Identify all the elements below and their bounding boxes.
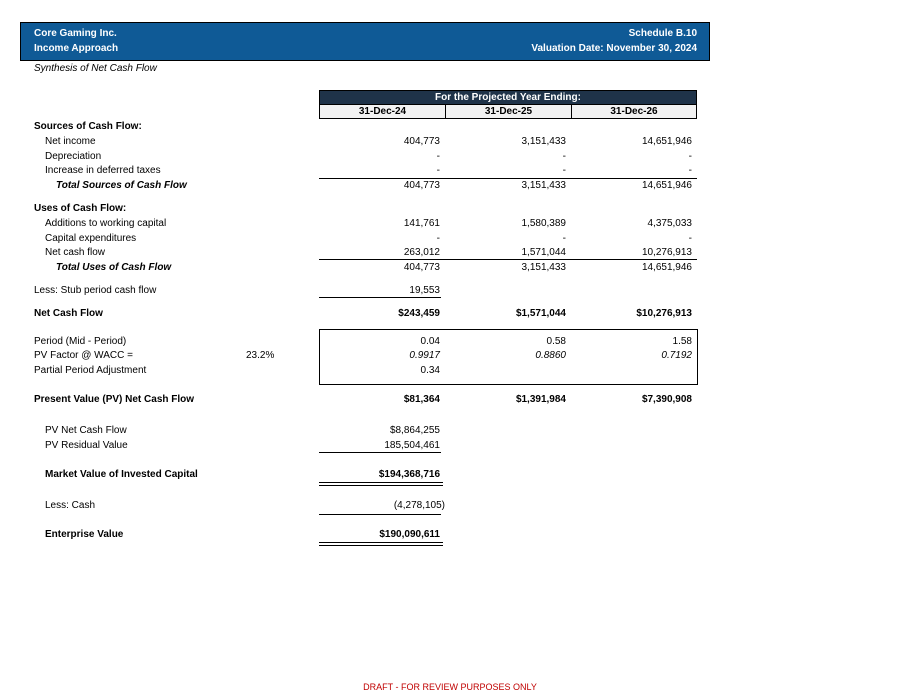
pv-ncf-label: PV Net Cash Flow	[45, 425, 127, 436]
mvic-label: Market Value of Invested Capital	[45, 469, 198, 480]
net-cash-flow-value: $10,276,913	[636, 308, 692, 319]
row-value: 1,571,044	[521, 247, 566, 258]
row-value: -	[436, 151, 440, 162]
pv-factor-value: 0.7192	[661, 350, 692, 361]
column-year-1: 31-Dec-24	[320, 104, 446, 118]
row-value: 3,151,433	[521, 136, 566, 147]
ev-double-rule-bottom	[319, 545, 443, 546]
column-header	[319, 90, 697, 119]
row-value: 14,651,946	[641, 136, 692, 147]
pv-net-cash-flow-value: $81,364	[403, 394, 440, 405]
subtotal-rule	[319, 178, 697, 179]
pv-factor-value: 0.9917	[409, 350, 440, 361]
row-label: Capital expenditures	[45, 233, 137, 244]
row-label: Net cash flow	[45, 247, 106, 258]
sources-heading: Sources of Cash Flow:	[34, 121, 142, 132]
total-sources-value: 404,773	[403, 180, 440, 191]
row-value: 1,580,389	[521, 218, 566, 229]
pv-factor-label: PV Factor @ WACC =	[34, 350, 133, 361]
row-value: 4,375,033	[647, 218, 692, 229]
row-value: 263,012	[403, 247, 440, 258]
total-sources-value: 14,651,946	[641, 180, 692, 191]
pv-net-cash-flow-value: $1,391,984	[515, 394, 566, 405]
approach-title: Income Approach	[34, 43, 119, 54]
row-value: -	[688, 151, 692, 162]
column-year-3: 31-Dec-26	[572, 104, 696, 118]
row-value: 404,773	[403, 136, 440, 147]
stub-rule	[319, 297, 441, 298]
pv-net-cash-flow-value: $7,390,908	[641, 394, 692, 405]
mvic-double-rule-bottom	[319, 485, 443, 486]
page-subtitle: Synthesis of Net Cash Flow	[34, 63, 157, 74]
partial-period-label: Partial Period Adjustment	[34, 365, 147, 376]
draft-footer: DRAFT - FOR REVIEW PURPOSES ONLY	[363, 682, 537, 692]
row-value: -	[436, 233, 440, 244]
wacc-value: 23.2%	[246, 350, 275, 361]
row-label: Net income	[45, 136, 96, 147]
column-header-title: For the Projected Year Ending:	[320, 91, 696, 104]
total-uses-value: 14,651,946	[641, 262, 692, 273]
subtotal-rule	[319, 259, 697, 260]
header-banner	[20, 22, 710, 61]
enterprise-value-label: Enterprise Value	[45, 529, 124, 540]
partial-period-value: 0.34	[420, 365, 440, 376]
row-value: -	[562, 233, 566, 244]
schedule-label: Schedule B.10	[628, 28, 697, 39]
row-value: -	[688, 165, 692, 176]
pv-residual-value: 185,504,461	[384, 440, 440, 451]
stub-label: Less: Stub period cash flow	[34, 285, 157, 296]
mvic-double-rule-top	[319, 482, 443, 483]
total-uses-label: Total Uses of Cash Flow	[56, 262, 172, 273]
uses-heading: Uses of Cash Flow:	[34, 203, 127, 214]
pv-residual-label: PV Residual Value	[45, 440, 128, 451]
row-value: 10,276,913	[641, 247, 692, 258]
total-sources-value: 3,151,433	[521, 180, 566, 191]
row-value: -	[562, 165, 566, 176]
row-label: Additions to working capital	[45, 218, 167, 229]
pv-net-cash-flow-label: Present Value (PV) Net Cash Flow	[34, 394, 195, 405]
period-value: 1.58	[672, 336, 692, 347]
enterprise-value: $190,090,611	[379, 529, 440, 540]
mvic-value: $194,368,716	[378, 469, 440, 480]
row-value: -	[436, 165, 440, 176]
row-label: Depreciation	[45, 151, 102, 162]
period-value: 0.58	[546, 336, 566, 347]
column-year-2: 31-Dec-25	[446, 104, 572, 118]
total-uses-value: 3,151,433	[521, 262, 566, 273]
summary-rule	[319, 452, 441, 453]
pv-ncf-value: $8,864,255	[389, 425, 440, 436]
row-value: -	[562, 151, 566, 162]
valuation-date: Valuation Date: November 30, 2024	[531, 43, 697, 54]
row-value: -	[688, 233, 692, 244]
period-label: Period (Mid - Period)	[34, 336, 127, 347]
period-value: 0.04	[420, 336, 440, 347]
ev-double-rule-top	[319, 542, 443, 543]
row-value: 141,761	[403, 218, 440, 229]
row-label: Increase in deferred taxes	[45, 165, 161, 176]
stub-value: 19,553	[409, 285, 440, 296]
cash-value: (4,278,105)	[393, 500, 445, 511]
total-sources-label: Total Sources of Cash Flow	[56, 180, 187, 191]
net-cash-flow-value: $243,459	[398, 308, 440, 319]
net-cash-flow-label: Net Cash Flow	[34, 308, 103, 319]
cash-rule	[319, 514, 441, 515]
cash-label: Less: Cash	[45, 500, 96, 511]
total-uses-value: 404,773	[403, 262, 440, 273]
pv-factor-value: 0.8860	[535, 350, 566, 361]
company-name: Core Gaming Inc.	[34, 28, 117, 39]
net-cash-flow-value: $1,571,044	[515, 308, 566, 319]
